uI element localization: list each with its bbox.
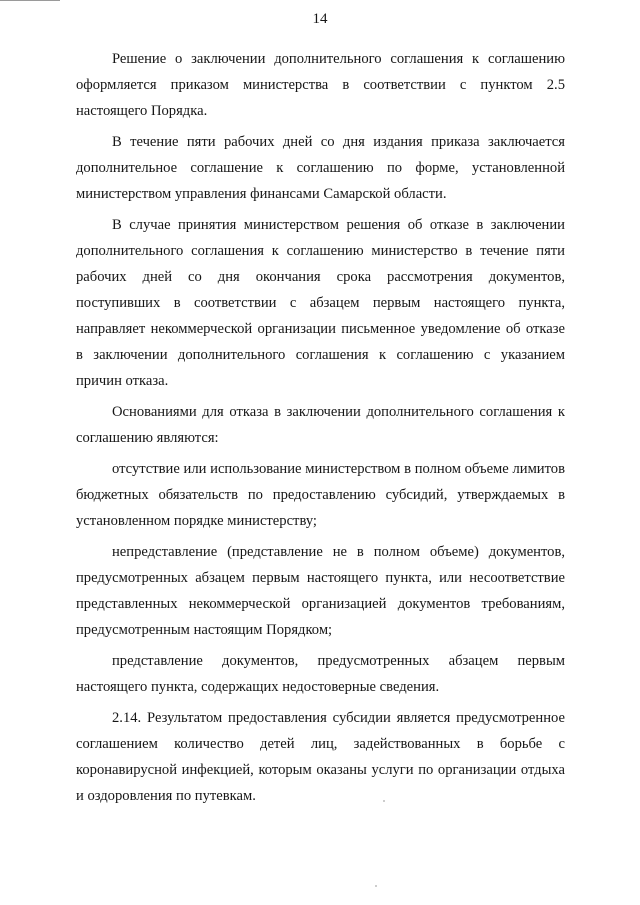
paragraph-conclusion-term: В течение пяти рабочих дней со дня издания приказа заключается дополнительное соглашение к соглашению по форме, установленной министерством управления финансами Самарской области. [76, 134, 565, 202]
page-number: 14 [312, 11, 328, 27]
paragraph-refusal-grounds: Основаниями для отказа в заключении дополнительного соглашения к соглашению являются: [76, 404, 565, 446]
scan-speck [383, 800, 385, 802]
paragraph-2-14-result: 2.14. Результатом предоставления субсидии является предусмотренное соглашением количество детей лиц, задействованных в борьбе с коронавирусной инфекцией, которым оказаны услуги по организации отдыха и оздоровления по путевкам. [76, 710, 565, 804]
paragraph-ground-documents: непредставление (представление не в полном объеме) документов, предусмотренных абзацем первым настоящего пункта, или несоответствие представленных некоммерческой организацией документов требованиям, предусмотренным настоящим Порядком; [76, 544, 565, 638]
paragraph-ground-false-info: представление документов, предусмотренных абзацем первым настоящего пункта, содержащих недостоверные сведения. [76, 653, 565, 695]
scan-speck [375, 885, 377, 887]
paragraph-ground-limits: отсутствие или использование министерством в полном объеме лимитов бюджетных обязательств по предоставлению субсидий, утверждаемых в установленном порядке министерству; [76, 461, 565, 529]
paragraph-refusal-notice: В случае принятия министерством решения об отказе в заключении дополнительного соглашения к соглашению министерство в течение пяти рабочих дней со дня окончания срока рассмотрения документов, поступивших в соответствии с абзацем первым настоящего пункта, направляет некоммерческой организации письменное уведомление об отказе в заключении дополнительного соглашения к соглашению с указанием причин отказа. [76, 217, 565, 389]
paragraph-agreement-order: Решение о заключении дополнительного соглашения к соглашению оформляется приказом министерства в соответствии с пунктом 2.5 настоящего Порядка. [76, 51, 565, 119]
document-body [76, 46, 565, 814]
scan-edge-mark [0, 0, 60, 1]
